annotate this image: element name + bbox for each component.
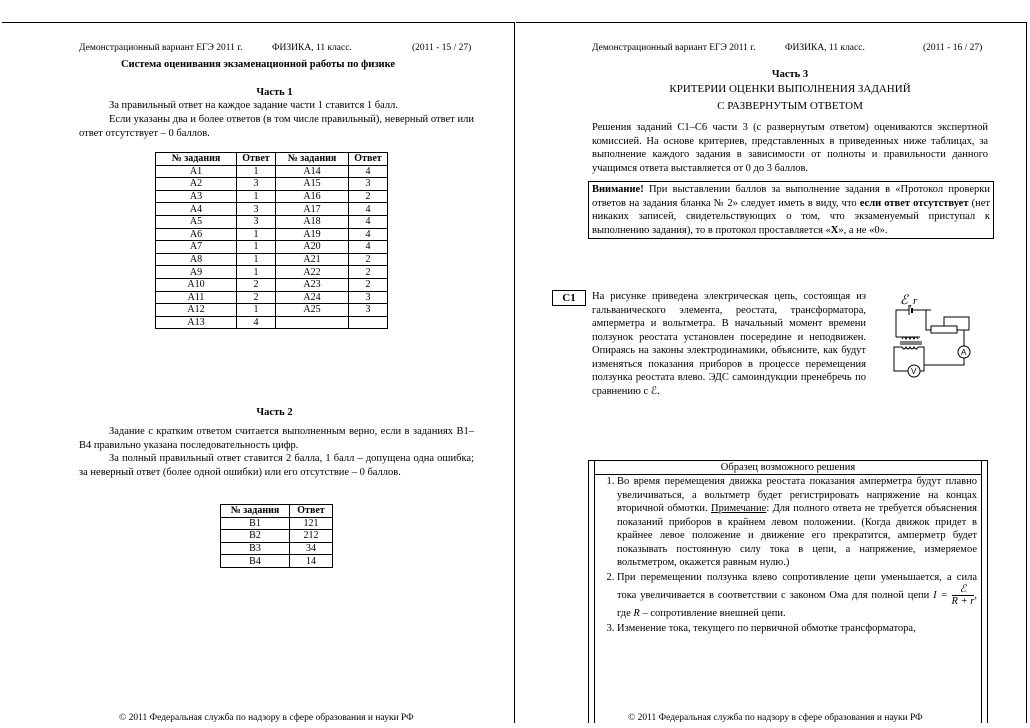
attention-label: Внимание! — [592, 184, 644, 195]
step3-text: Изменение тока, текущего по первичной обмотке трансформатора, — [617, 622, 916, 634]
table-cell: В2 — [221, 530, 290, 543]
ohm-law-fraction — [952, 584, 975, 607]
table-cell: 212 — [290, 530, 333, 543]
part1-rule-2: Если указаны два и более ответов (в том числе правильный), неверный ответ или ответ отсутствует – 0 баллов. — [79, 114, 474, 139]
step1-text: Во время перемещения движка реостата показания амперметра будут плавно увеличиваться, а вольтметр будет регистрировать напряжение на концах вторичной обмотки. — [617, 476, 977, 514]
table-cell: 1 — [237, 304, 276, 317]
table-cell: 4 — [237, 316, 276, 329]
internal-resistance-label: r — [913, 295, 918, 307]
part2-answer-table — [220, 504, 333, 568]
left-header-subject: ФИЗИКА, 11 класс. — [272, 43, 352, 53]
wire-secondary-left — [894, 347, 908, 371]
table-cell: 1 — [237, 266, 276, 279]
table-cell: 2 — [349, 278, 388, 291]
wire-rheostat-in — [912, 310, 931, 330]
table-cell: В1 — [221, 517, 290, 530]
table-cell: А17 — [276, 203, 349, 216]
col-header-answer: Ответ — [237, 153, 276, 166]
table-cell — [349, 316, 388, 329]
table-row — [156, 304, 388, 317]
table-row — [156, 316, 388, 329]
table-cell: 4 — [349, 215, 388, 228]
solution-step-3 — [617, 622, 977, 636]
table-cell: А20 — [276, 241, 349, 254]
rheostat-icon — [931, 326, 957, 333]
table-cell: 3 — [349, 304, 388, 317]
left-footer: © 2011 Федеральная служба по надзору в сфере образования и науки РФ — [119, 713, 414, 723]
table-cell: 4 — [349, 241, 388, 254]
primary-coil — [896, 337, 920, 339]
table-cell: 1 — [237, 228, 276, 241]
formula-numerator: ℰ — [952, 584, 975, 596]
table-cell: 2 — [237, 291, 276, 304]
step2-end: – сопротивление внешней цепи. — [639, 608, 786, 619]
col-header-task: № задания — [221, 505, 290, 518]
table-cell: А9 — [156, 266, 237, 279]
attention-box — [588, 181, 994, 239]
table-cell: А21 — [276, 253, 349, 266]
part3-intro: Решения заданий С1–С6 части 3 (с развернутым ответом) оцениваются экспертной комиссией. На основе критериев, представленных в приведенных ниже таблицах, за выполнение каждого задания в зависимости от полноты и правильности данного учащимся ответа выставляется от 0 до 3 баллов. — [592, 122, 988, 174]
table-row — [156, 165, 388, 178]
table-cell: 1 — [237, 165, 276, 178]
emf-label: ℰ — [900, 293, 908, 307]
table-cell: А4 — [156, 203, 237, 216]
right-header-subject: ФИЗИКА, 11 класс. — [785, 43, 865, 53]
table-cell: А11 — [156, 291, 237, 304]
table-row — [156, 291, 388, 304]
scoring-title: Система оценивания экзаменационной работы по физике — [120, 59, 396, 70]
right-header-exam: Демонстрационный вариант ЕГЭ 2011 г. — [592, 43, 756, 53]
step2-where: , где — [617, 589, 977, 619]
secondary-coil — [902, 347, 918, 349]
wire-bottom-right — [924, 358, 964, 365]
attention-text-1: При выставлении баллов за выполнение задания в «Протокол проверки ответов на задания бланка № 2» следует иметь в виду, что — [592, 184, 990, 209]
attention-text-3: », а не «0». — [838, 224, 888, 236]
table-row — [156, 266, 388, 279]
table-cell: А24 — [276, 291, 349, 304]
solution-heading: Образец возможного решения — [595, 461, 981, 475]
attention-bold: если ответ отсутствует — [859, 197, 969, 209]
solution-box — [594, 460, 982, 723]
table-cell: А8 — [156, 253, 237, 266]
circuit-diagram — [876, 293, 976, 383]
col-header-answer: Ответ — [290, 505, 333, 518]
col-header-task: № задания — [276, 153, 349, 166]
table-cell: 2 — [349, 190, 388, 203]
ammeter-label: A — [961, 348, 967, 357]
table-row — [221, 542, 333, 555]
table-cell: 3 — [237, 215, 276, 228]
col-header-answer: Ответ — [349, 153, 388, 166]
wire-to-ammeter — [957, 330, 964, 346]
solution-step-2 — [617, 571, 977, 621]
task-c1-text: На рисунке приведена электрическая цепь, состоящая из гальванического элемента, реостата, трансформатора, амперметра и вольтметра. В начальный момент времени ползунок реостата установлен посередине и неподвижен. Опираясь на законы электродинамики, объясните, как будут изменяться показания приборов в процессе перемещения ползунка реостата влево. ЭДС самоиндукции пренебречь по сравнению с ℰ. — [592, 291, 866, 397]
table-cell: 1 — [237, 253, 276, 266]
table-cell: 14 — [290, 555, 333, 568]
table-cell: А15 — [276, 178, 349, 191]
table-cell: А2 — [156, 178, 237, 191]
table-cell: В4 — [221, 555, 290, 568]
table-row — [156, 190, 388, 203]
table-cell: А14 — [276, 165, 349, 178]
table-cell: 3 — [237, 178, 276, 191]
table-cell: А22 — [276, 266, 349, 279]
table-cell: 2 — [237, 278, 276, 291]
table-cell: А23 — [276, 278, 349, 291]
solution-list — [595, 475, 977, 635]
table-cell: 1 — [237, 190, 276, 203]
table-row — [156, 241, 388, 254]
table-cell: 3 — [237, 203, 276, 216]
table-cell: А3 — [156, 190, 237, 203]
left-header-exam: Демонстрационный вариант ЕГЭ 2011 г. — [79, 43, 243, 53]
part2-heading: Часть 2 — [256, 407, 293, 418]
right-page — [516, 22, 1027, 723]
table-cell: 3 — [349, 178, 388, 191]
table-row — [156, 253, 388, 266]
table-cell: 4 — [349, 165, 388, 178]
table-cell: 3 — [349, 291, 388, 304]
table-cell: А12 — [156, 304, 237, 317]
table-cell: 4 — [349, 203, 388, 216]
table-cell: А6 — [156, 228, 237, 241]
step1-note-text: : Для полного ответа не требуется объяснения показаний приборов в крайнем левом положении. (Когда движок придет в крайнее левое положение и движение его прекратится, амперметр будет показывать постоянную силу тока в цепи, а напряжение, измеряемое вольтметром, окажется равным нулю.) — [617, 503, 978, 568]
left-page — [2, 22, 515, 723]
part2-rule-1: Задание с кратким ответом считается выполненным верно, если в заданиях В1–В4 правильно указана последовательность цифр. — [79, 426, 474, 451]
part1-heading: Часть 1 — [256, 87, 293, 98]
table-cell: А1 — [156, 165, 237, 178]
table-cell: А5 — [156, 215, 237, 228]
table-cell — [276, 316, 349, 329]
table-cell: А16 — [276, 190, 349, 203]
table-row — [221, 517, 333, 530]
part2-rule-2: За полный правильный ответ ставится 2 балла, 1 балл – допущена одна ошибка; за неверный ответ (более одной ошибки) или его отсутствие – 0 баллов. — [79, 453, 474, 478]
step2-R: R — [633, 608, 640, 619]
table-row — [156, 178, 388, 191]
wire-left-top — [896, 310, 909, 337]
criteria-title-1: КРИТЕРИИ ОЦЕНКИ ВЫПОЛНЕНИЯ ЗАДАНИЙ — [669, 83, 911, 95]
table-cell: 1 — [237, 241, 276, 254]
table-row — [156, 215, 388, 228]
step2-text: При перемещении ползунка влево сопротивление цепи уменьшается, а сила тока увеличивается в соответствии с законом Ома для полной цепи — [617, 571, 977, 601]
criteria-title-2: С РАЗВЕРНУТЫМ ОТВЕТОМ — [717, 100, 863, 112]
table-cell: В3 — [221, 542, 290, 555]
table-cell: А25 — [276, 304, 349, 317]
left-header-page: (2011 - 15 / 27) — [412, 43, 472, 53]
voltmeter-label: V — [911, 367, 917, 376]
attention-x: Х — [830, 224, 839, 236]
table-row — [156, 203, 388, 216]
table-cell: 4 — [349, 228, 388, 241]
table-cell: А13 — [156, 316, 237, 329]
right-header-page: (2011 - 16 / 27) — [923, 43, 983, 53]
table-cell: 2 — [349, 253, 388, 266]
table-cell: 2 — [349, 266, 388, 279]
table-row — [221, 555, 333, 568]
part1-rule-1: За правильный ответ на каждое задание части 1 ставится 1 балл. — [109, 100, 399, 111]
part1-answer-table — [155, 152, 388, 329]
right-footer: © 2011 Федеральная служба по надзору в сфере образования и науки РФ — [628, 713, 923, 723]
attention-text-2: (нет никаких записей, свидетельствующих о том, что экзаменуемый приступал к выполнению задания), то в протокол проставляется « — [592, 197, 990, 236]
table-row — [156, 278, 388, 291]
table-cell: А18 — [276, 215, 349, 228]
table-cell: А10 — [156, 278, 237, 291]
table-cell: А19 — [276, 228, 349, 241]
part3-heading: Часть 3 — [771, 69, 809, 80]
emf-comma: , — [909, 297, 912, 309]
formula-denominator: R + r — [951, 596, 975, 607]
table-cell: 121 — [290, 517, 333, 530]
task-label-c1: С1 — [552, 290, 586, 306]
table-row — [156, 228, 388, 241]
col-header-task: № задания — [156, 153, 237, 166]
table-cell: А7 — [156, 241, 237, 254]
solution-step-1 — [617, 475, 977, 570]
table-row — [221, 530, 333, 543]
table-cell: 34 — [290, 542, 333, 555]
step1-note-label: Примечание — [711, 503, 767, 514]
formula-lhs: I = — [933, 589, 948, 601]
